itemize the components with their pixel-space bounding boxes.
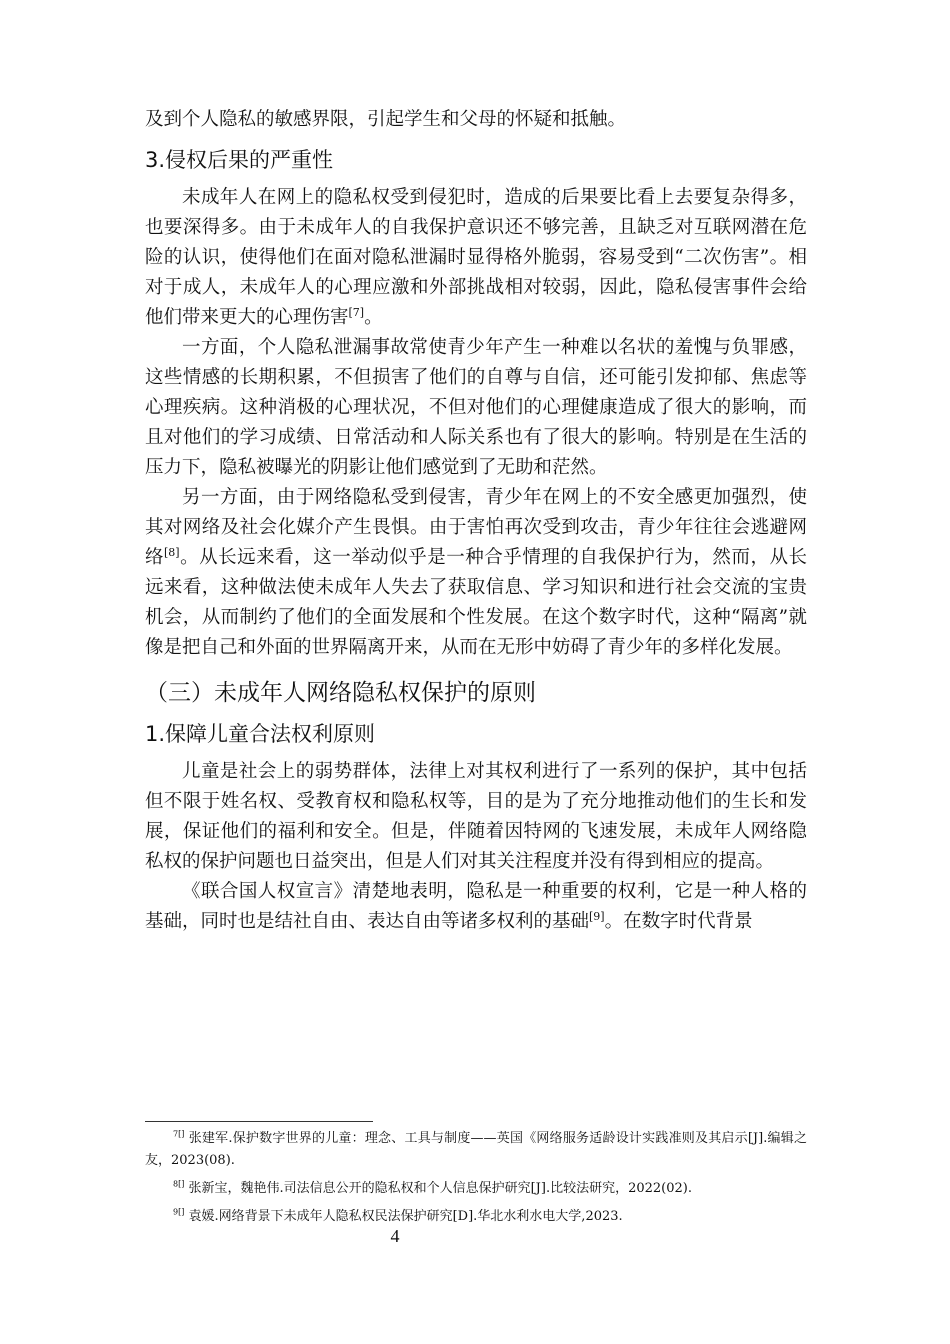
text: 另一方面，由于网络隐私受到侵害，青少年在网上的不安全感更加强烈，使其对网络及社会化媒介产生畏惧。由于害怕再次受到攻击，青少年往往会逃避网络 — [145, 487, 807, 568]
paragraph — [145, 757, 807, 877]
footnote-text: 袁媛.网络背景下未成年人隐私权民法保护研究[D].华北水利水电大学,2023. — [184, 1209, 623, 1224]
text: 。 — [364, 307, 383, 328]
text: 。在数字时代背景 — [604, 911, 753, 932]
text: 。从长远来看，这一举动似乎是一种合乎情理的自我保护行为，然而，从长远来看，这种做法使未成年人失去了获取信息、学习知识和进行社会交流的宝贵机会，从而制约了他们的全面发展和个性发展。在这个数字时代，这种“隔离”就像是把自己和外面的世界隔离开来，从而在无形中妨碍了青少年的多样化发展。 — [145, 547, 807, 658]
text: 未成年人在网上的隐私权受到侵犯时，造成的后果要比看上去要复杂得多，也要深得多。由于未成年人的自我保护意识还不够完善，且缺乏对互联网潜在危险的认识，使得他们在面对隐私泄漏时显得格外脆弱，容易受到“二次伤害”。相对于成人，未成年人的心理应激和外部挑战相对较弱，因此，隐私侵害事件会给他们带来更大的心理伤害 — [145, 187, 807, 328]
citation-7[interactable]: [7] — [348, 305, 365, 319]
footnote-mark: 8[] — [173, 1179, 185, 1189]
section-heading-principles: （三）未成年人网络隐私权保护的原则 — [145, 680, 536, 706]
paragraph — [145, 483, 807, 663]
text: 儿童是社会上的弱势群体，法律上对其权利进行了一系列的保护，其中包括但不限于姓名权、受教育权和隐私权等，目的是为了充分地推动他们的生长和发展，保证他们的福利和安全。但是，伴随着因特网的飞速发展，未成年人网络隐私权的保护问题也日益突出，但是人们对其关注程度并没有得到相应的提高。 — [145, 761, 807, 872]
body-content — [145, 105, 807, 937]
footnote-mark: 7[] — [173, 1129, 185, 1139]
footnote-mark: 9[] — [173, 1207, 185, 1217]
footnote-text: 张新宝，魏艳伟.司法信息公开的隐私权和个人信息保护研究[J].比较法研究，2022(02). — [184, 1181, 692, 1196]
footnotes — [145, 1128, 807, 1234]
paragraph — [145, 333, 807, 483]
text: 《联合国人权宣言》清楚地表明，隐私是一种重要的权利，它是一种人格的基础，同时也是结社自由、表达自由等诸多权利的基础 — [145, 881, 807, 932]
text: 一方面，个人隐私泄漏事故常使青少年产生一种难以名状的羞愧与负罪感，这些情感的长期积累，不但损害了他们的自尊与自信，还可能引发抑郁、焦虑等心理疾病。这种消极的心理状况，不但对他们的心理健康造成了很大的影响，而且对他们的学习成绩、日常活动和人际关系也有了很大的影响。特别是在生活的压力下，隐私被曝光的阴影让他们感觉到了无助和茫然。 — [145, 337, 807, 478]
text: 及到个人隐私的敏感界限，引起学生和父母的怀疑和抵触。 — [145, 109, 627, 130]
paragraph-continued — [145, 105, 807, 135]
subheading-severity: 3.侵权后果的严重性 — [145, 148, 334, 172]
paragraph — [145, 183, 807, 333]
subheading-child-rights: 1.保障儿童合法权利原则 — [145, 722, 376, 746]
citation-8[interactable]: [8] — [164, 545, 180, 559]
footnote-9 — [145, 1206, 807, 1228]
footnote-7 — [145, 1128, 807, 1172]
paragraph — [145, 877, 807, 937]
page-number: 4 — [390, 1226, 400, 1246]
citation-9[interactable]: [9] — [589, 909, 605, 923]
footnote-separator — [145, 1121, 373, 1122]
footnote-text: 张建军.保护数字世界的儿童：理念、工具与制度——英国《网络服务适龄设计实践准则及其启示[J].编辑之友，2023(08). — [145, 1131, 807, 1168]
footnote-8 — [145, 1178, 807, 1200]
